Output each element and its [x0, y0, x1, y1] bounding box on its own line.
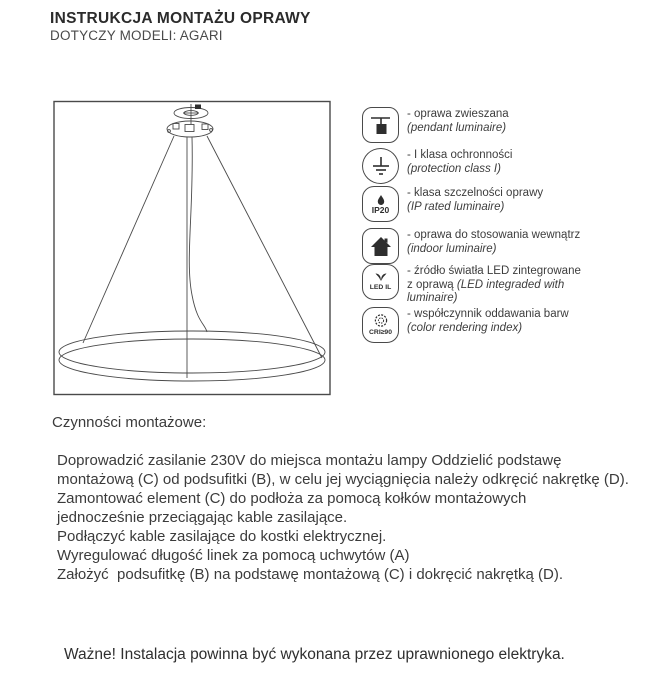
pendant-luminaire-icon: [362, 107, 399, 143]
step-line: Założyć podsufitkę (B) na podstawę montażową (C) i dokręcić nakrętką (D).: [57, 566, 564, 583]
step-line: Podłączyć kable zasilające do kostki elektrycznej.: [57, 528, 387, 545]
feature-label: - klasa szczelności oprawy (IP rated luminaire): [407, 187, 544, 213]
led-source-icon: LED IL: [362, 264, 399, 300]
led-ring-bottom: [59, 339, 325, 381]
protection-class-ground-icon: [362, 148, 399, 184]
step-line: jednocześnie przeciągając kable zasilające.: [57, 509, 348, 526]
step-line: Doprowadzić zasilanie 230V do miejsca montażu lampy Oddzielić podstawę: [57, 452, 562, 469]
feature-label: - współczynnik oddawania barw (color rendering index): [407, 308, 569, 334]
led-ring-top: [59, 331, 325, 373]
warning-note: Ważne! Instalacja powinna być wykonana przez uprawnionego elektryka.: [64, 646, 565, 663]
feature-led: [362, 264, 585, 306]
suspension-wire-right: [207, 136, 322, 358]
feature-protection-class: [362, 148, 585, 184]
step-line: Wyregulować długość linek za pomocą uchwytów (A): [57, 547, 410, 564]
page-title: INSTRUKCJA MONTAŻU OPRAWY: [50, 10, 311, 27]
section-heading: Czynności montażowe:: [52, 414, 207, 431]
feature-cri: [362, 307, 585, 343]
feature-ip-rating: [362, 186, 585, 222]
feature-label: - I klasa ochronności (protection class I): [407, 149, 513, 175]
feature-indoor: [362, 228, 585, 264]
indoor-house-icon: [362, 228, 399, 264]
feature-pendant: [362, 107, 585, 143]
page-subtitle: DOTYCZY MODELI: AGARI: [50, 28, 223, 43]
ip-rating-icon: IP20: [362, 186, 399, 222]
step-line: montażową (C) od podsufitki (B), w celu jej wyciągnięcia należy odkręcić nakrętkę (D).: [57, 471, 629, 488]
feature-label: - źródło światła LED zintegrowane z oprawą (LED integraded with luminaire): [407, 265, 581, 304]
feature-label: - oprawa do stosowania wewnątrz (indoor luminaire): [407, 229, 581, 255]
suspension-wire-left: [83, 136, 174, 343]
lamp-diagram: [53, 100, 331, 396]
installation-steps: [57, 451, 629, 584]
cri-icon: CRI≥90: [362, 307, 399, 343]
step-line: Zamontować element (C) do podłoża za pomocą kołków montażowych: [57, 490, 527, 507]
power-cable: [189, 137, 207, 332]
feature-label: - oprawa zwieszana (pendant luminaire): [407, 108, 509, 134]
